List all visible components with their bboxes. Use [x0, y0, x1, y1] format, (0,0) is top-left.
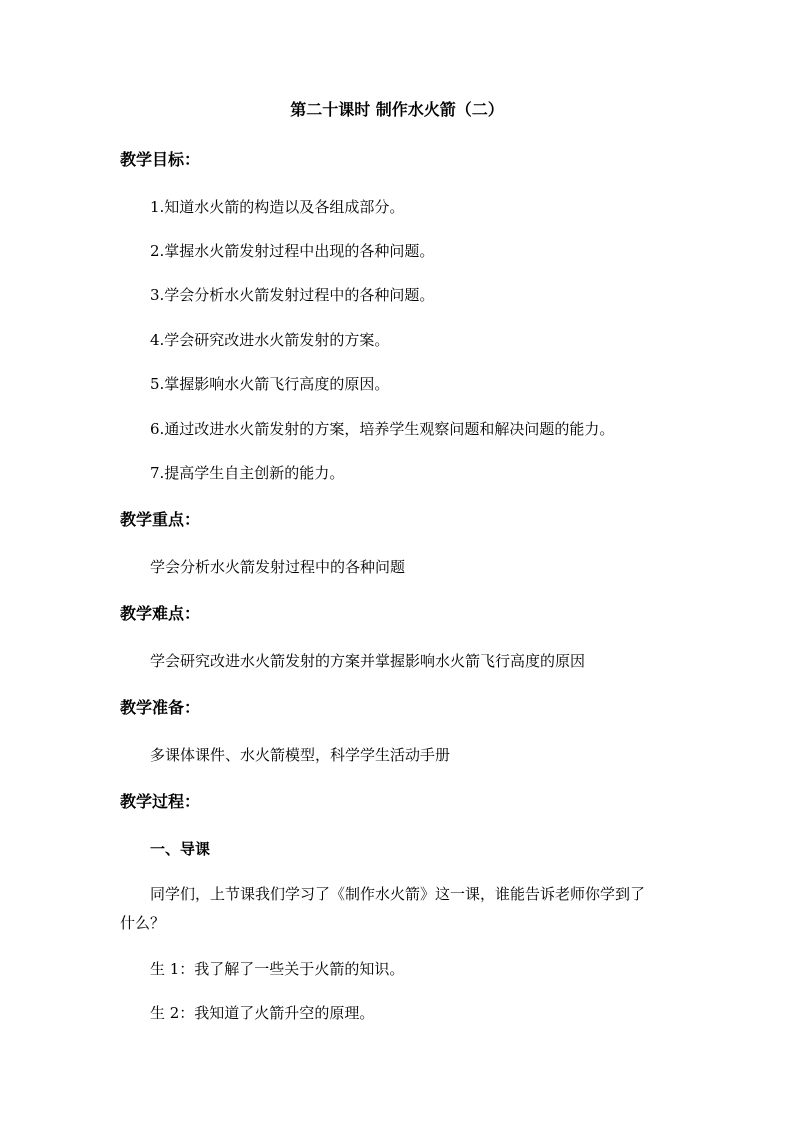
preparation-heading: 教学准备：	[120, 698, 201, 717]
objective-item-7: 7.提高学生自主创新的能力。	[150, 464, 345, 482]
objectives-heading: 教学目标：	[120, 150, 201, 169]
objective-item-1: 1.知道水火箭的构造以及各组成部分。	[150, 198, 405, 216]
difficulty-text: 学会研究改进水火箭发射的方案并掌握影响水火箭飞行高度的原因	[150, 652, 586, 670]
objective-item-6: 6.通过改进水火箭发射的方案，培养学生观察问题和解决问题的能力。	[150, 420, 615, 438]
student-answer-1: 生 1：我了解了一些关于火箭的知识。	[150, 960, 405, 978]
key-point-heading: 教学重点：	[120, 510, 201, 529]
section-intro-heading: 一、导课	[150, 840, 211, 858]
key-point-text: 学会分析水火箭发射过程中的各种问题	[150, 558, 406, 576]
intro-paragraph-line-2: 什么？	[120, 914, 166, 932]
objective-item-4: 4.学会研究改进水火箭发射的方案。	[150, 331, 390, 349]
difficulty-heading: 教学难点：	[120, 604, 201, 623]
document-title: 第二十课时 制作水火箭（二）	[290, 100, 504, 119]
objective-item-2: 2.掌握水火箭发射过程中出现的各种问题。	[150, 242, 435, 260]
student-answer-2: 生 2：我知道了火箭升空的原理。	[150, 1004, 375, 1022]
process-heading: 教学过程：	[120, 792, 201, 811]
objective-item-5: 5.掌握影响水火箭飞行高度的原因。	[150, 375, 390, 393]
intro-paragraph-line-1: 同学们，上节课我们学习了《制作水火箭》这一课，谁能告诉老师你学到了	[150, 885, 646, 903]
preparation-text: 多课体课件、水火箭模型，科学学生活动手册	[150, 746, 451, 764]
objective-item-3: 3.学会分析水火箭发射过程中的各种问题。	[150, 286, 435, 304]
